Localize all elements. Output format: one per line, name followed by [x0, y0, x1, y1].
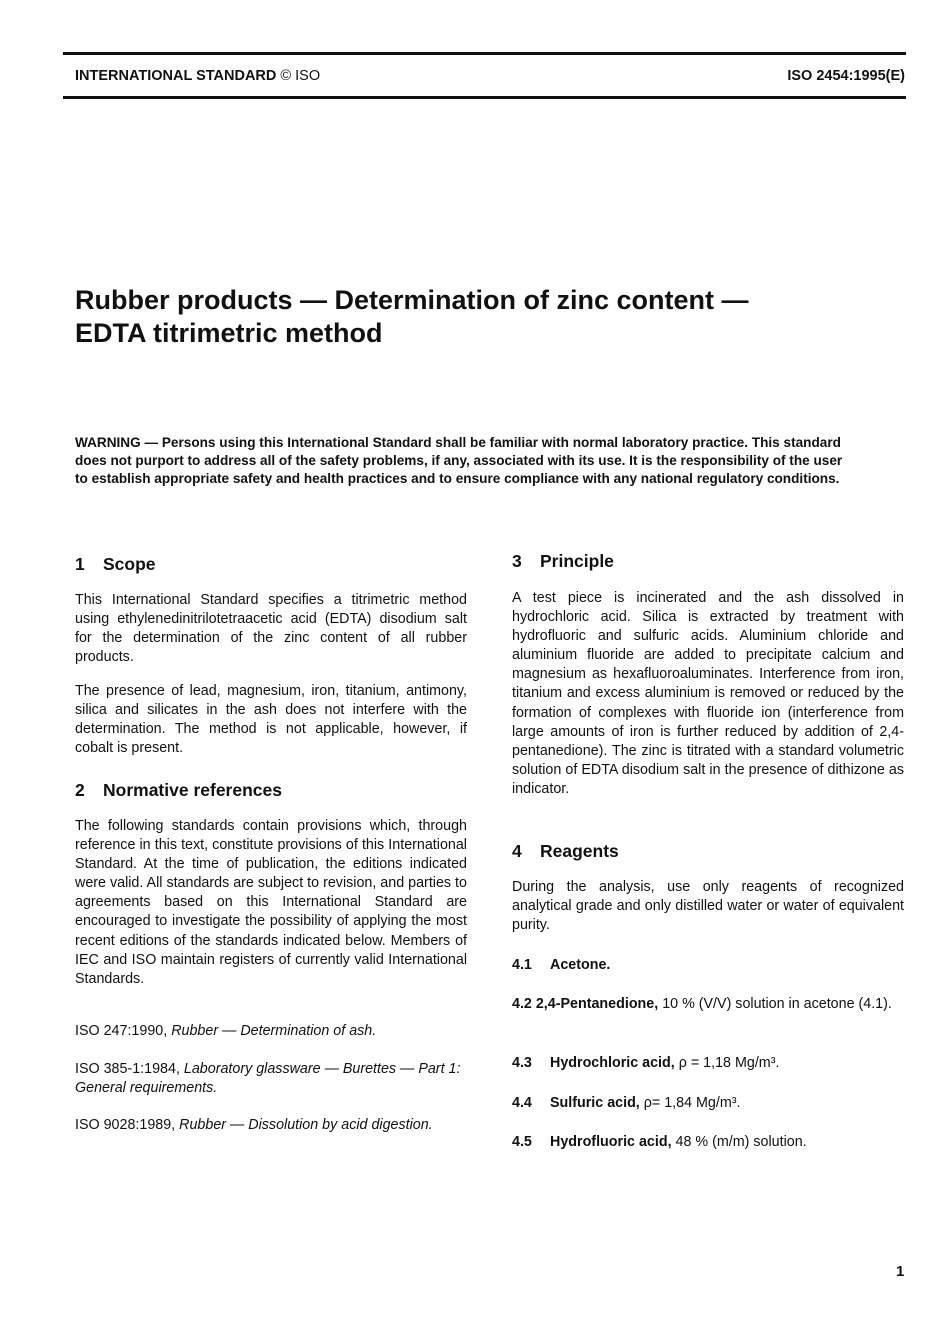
header-copyright: © ISO	[280, 68, 321, 84]
reagent-item: 4.4 Sulfuric acid, ρ= 1,84 Mg/m³.	[512, 1095, 741, 1111]
reagent-item: 4.2 2,4-Pentanedione, 10 % (V/V) solution in acetone (4.1).	[512, 996, 892, 1012]
section-heading-reagents: 4 Reagents	[512, 841, 619, 861]
warning-text: WARNING — Persons using this International Standard shall be familiar with normal laboratory practice. This standard does not purport to address all of the safety problems, if any, associated with its use. It is the responsibility of the user to establish appropriate safety and health practices and to ensure compliance with any national regulatory conditions.	[75, 435, 843, 486]
section-heading-normative: 2 Normative references	[75, 780, 282, 800]
header-standard-label: INTERNATIONAL STANDARD	[75, 68, 277, 84]
reagents-paragraph: During the analysis, use only reagents of recognized analytical grade and only distilled water or water of equivalent purity.	[512, 879, 904, 934]
principle-paragraph: A test piece is incinerated and the ash dissolved in hydrochloric acid. Silica is extracted by treatment with hydrofluoric and sulfuric acids. Aluminium chloride and aluminium fluoride are added to precipitate calcium and magnesium as hexafluoroaluminates. Interference from iron, titanium and excess aluminium is removed or reduced by the formation of complexes with fluoride ion (interference from large amounts of iron is further reduced by addition of 2,4-pentanedione). The zinc is titrated with a standard volumetric solution of EDTA disodium salt in the presence of dithizone as indicator.	[512, 590, 904, 797]
scope-paragraph-2: The presence of lead, magnesium, iron, titanium, antimony, silica and silicates in the ash does not interfere with the determination. The method is not applicable, however, if cobalt is present.	[75, 683, 467, 757]
scope-paragraph-1: This International Standard specifies a titrimetric method using ethylenedinitrilotetraacetic acid (EDTA) disodium salt for the determination of the zinc content of all rubber products.	[75, 592, 467, 666]
title-line-1: Rubber products — Determination of zinc content —	[75, 285, 749, 315]
header-doc-id: ISO 2454:1995(E)	[787, 68, 905, 84]
normative-paragraph: The following standards contain provisions which, through reference in this text, constitute provisions of this International Standard. At the time of publication, the editions indicated were valid. All standards are subject to revision, and parties to agreements based on this International Standard are encouraged to investigate the possibility of applying the most recent editions of the standards indicated below. Members of IEC and ISO maintain registers of currently valid International Standards.	[75, 818, 467, 987]
title-line-2: EDTA titrimetric method	[75, 318, 383, 348]
top-rule	[63, 52, 906, 55]
reagent-item: 4.5 Hydrofluoric acid, 48 % (m/m) solution.	[512, 1134, 807, 1150]
reagent-item: 4.1 Acetone.	[512, 957, 611, 973]
page-title	[75, 284, 749, 350]
page-number: 1	[896, 1263, 905, 1280]
section-heading-scope: 1 Scope	[75, 554, 156, 574]
header-left	[75, 68, 320, 84]
reference-item: ISO 9028:1989, Rubber — Dissolution by acid digestion.	[75, 1117, 433, 1133]
reference-item: ISO 385-1:1984, Laboratory glassware — Burettes — Part 1: General requirements.	[75, 1061, 461, 1097]
reagent-item: 4.3 Hydrochloric acid, ρ = 1,18 Mg/m³.	[512, 1055, 780, 1071]
section-heading-principle: 3 Principle	[512, 551, 614, 571]
header-rule	[63, 96, 906, 99]
reference-item: ISO 247:1990, Rubber — Determination of ash.	[75, 1023, 377, 1039]
